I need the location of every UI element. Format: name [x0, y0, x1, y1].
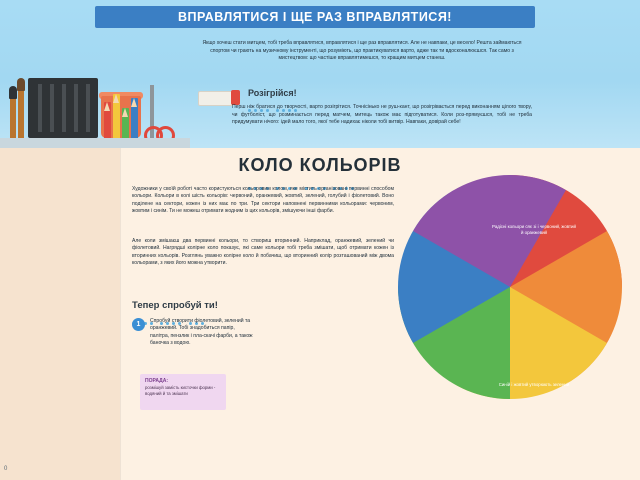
- section-paragraph-2: Але коли змішаєш два первинні кольори, то створиш вторинний. Наприклад, оранжевий, зелений чи фіолетовий. Нагрядші колірне коло показує, які саме кольори тобі треба змішати, щоб отримати кожен із вторинних кольорів. Розглянь уважно колірне коло й побачиш, що вторинний колір розташований між двома кольорами, з яких його можна утворити.: [132, 238, 394, 267]
- wheel-label-warm: Радісні кольори сяє зі і червоний, жовтий й оранжевий: [492, 224, 576, 235]
- chapter-title: ВПРАВЛЯТИСЯ І ЩЕ РАЗ ВПРАВЛЯТИСЯ!: [178, 10, 452, 24]
- page-number: 0: [4, 466, 8, 472]
- intro-paragraph: Якщо хочеш стати митцем, тобі треба вправлятися, вправлятися і ще раз вправлятися. Але не навпаки, це весело! Решта займаються спортом чи грають на музичному інструменті, що розуміють, що практикуватися варто, адже так ти вдосконалюєшся. Так само з мистецтвом: що частіше вправлятимешся, то кращим митцем станеш.: [202, 40, 522, 62]
- art-supplies-illustration: [0, 30, 190, 148]
- step-instruction: Спробуй створити фіолетовий, зелений та оранжевий. Тобі знадобиться папір, палітра, пензлик і пла-скачі фарби, а також баночка з водою.: [150, 318, 253, 347]
- warmup-heading: Розігрійся!: [248, 88, 297, 98]
- section-paragraph-1: Художники у своїй роботі часто користуються кольоровим колом, яке містить організовані первинні способом кольори. Кольори в колі шість кольорів: червоний, оранжевий, жовтий, зелений, голубий і фіолетовий. Воно поділене на сектори, кожен із них має по три. Три сектори наповнені первинними кольорами: червоним, жовтим і синім. Ти не можеш отримати жодним із цих кольорів, змішуючи інші фарби.: [132, 186, 394, 215]
- warmup-paragraph: Перш ніж братися до творчості, варто розігрітися. Точнісінько не руш-кант, що розігрівається перед виконанням цілого твору, чи футболіст, що розминається перед матчем, митець також має підготуватися. Коли роз-прямуєшся, тобі не треба придумувати нічого: ідей мало того, якої тебе надихає ніколи тобі витвір. Навпаки, довірай себе!: [232, 104, 532, 125]
- warmup-dot-divider: [248, 99, 306, 103]
- wheel-label-cool: Синій і жовтий утворюють зелений: [498, 382, 570, 387]
- step-number-badge: 1: [132, 318, 145, 331]
- tip-text: розмішуй замість кисточки форми - водяний й та змішати: [145, 385, 216, 396]
- table-surface: [0, 138, 190, 148]
- paint-box-icon: [28, 78, 98, 138]
- tryit-heading: Тепер спробуй ти!: [132, 300, 218, 311]
- tip-label: ПОРАДА:: [145, 378, 169, 384]
- bottom-illustration: [0, 300, 640, 480]
- section-dot-divider: [248, 177, 388, 182]
- section-heading: КОЛО КОЛЬОРІВ: [238, 155, 402, 175]
- chapter-banner: [95, 6, 535, 28]
